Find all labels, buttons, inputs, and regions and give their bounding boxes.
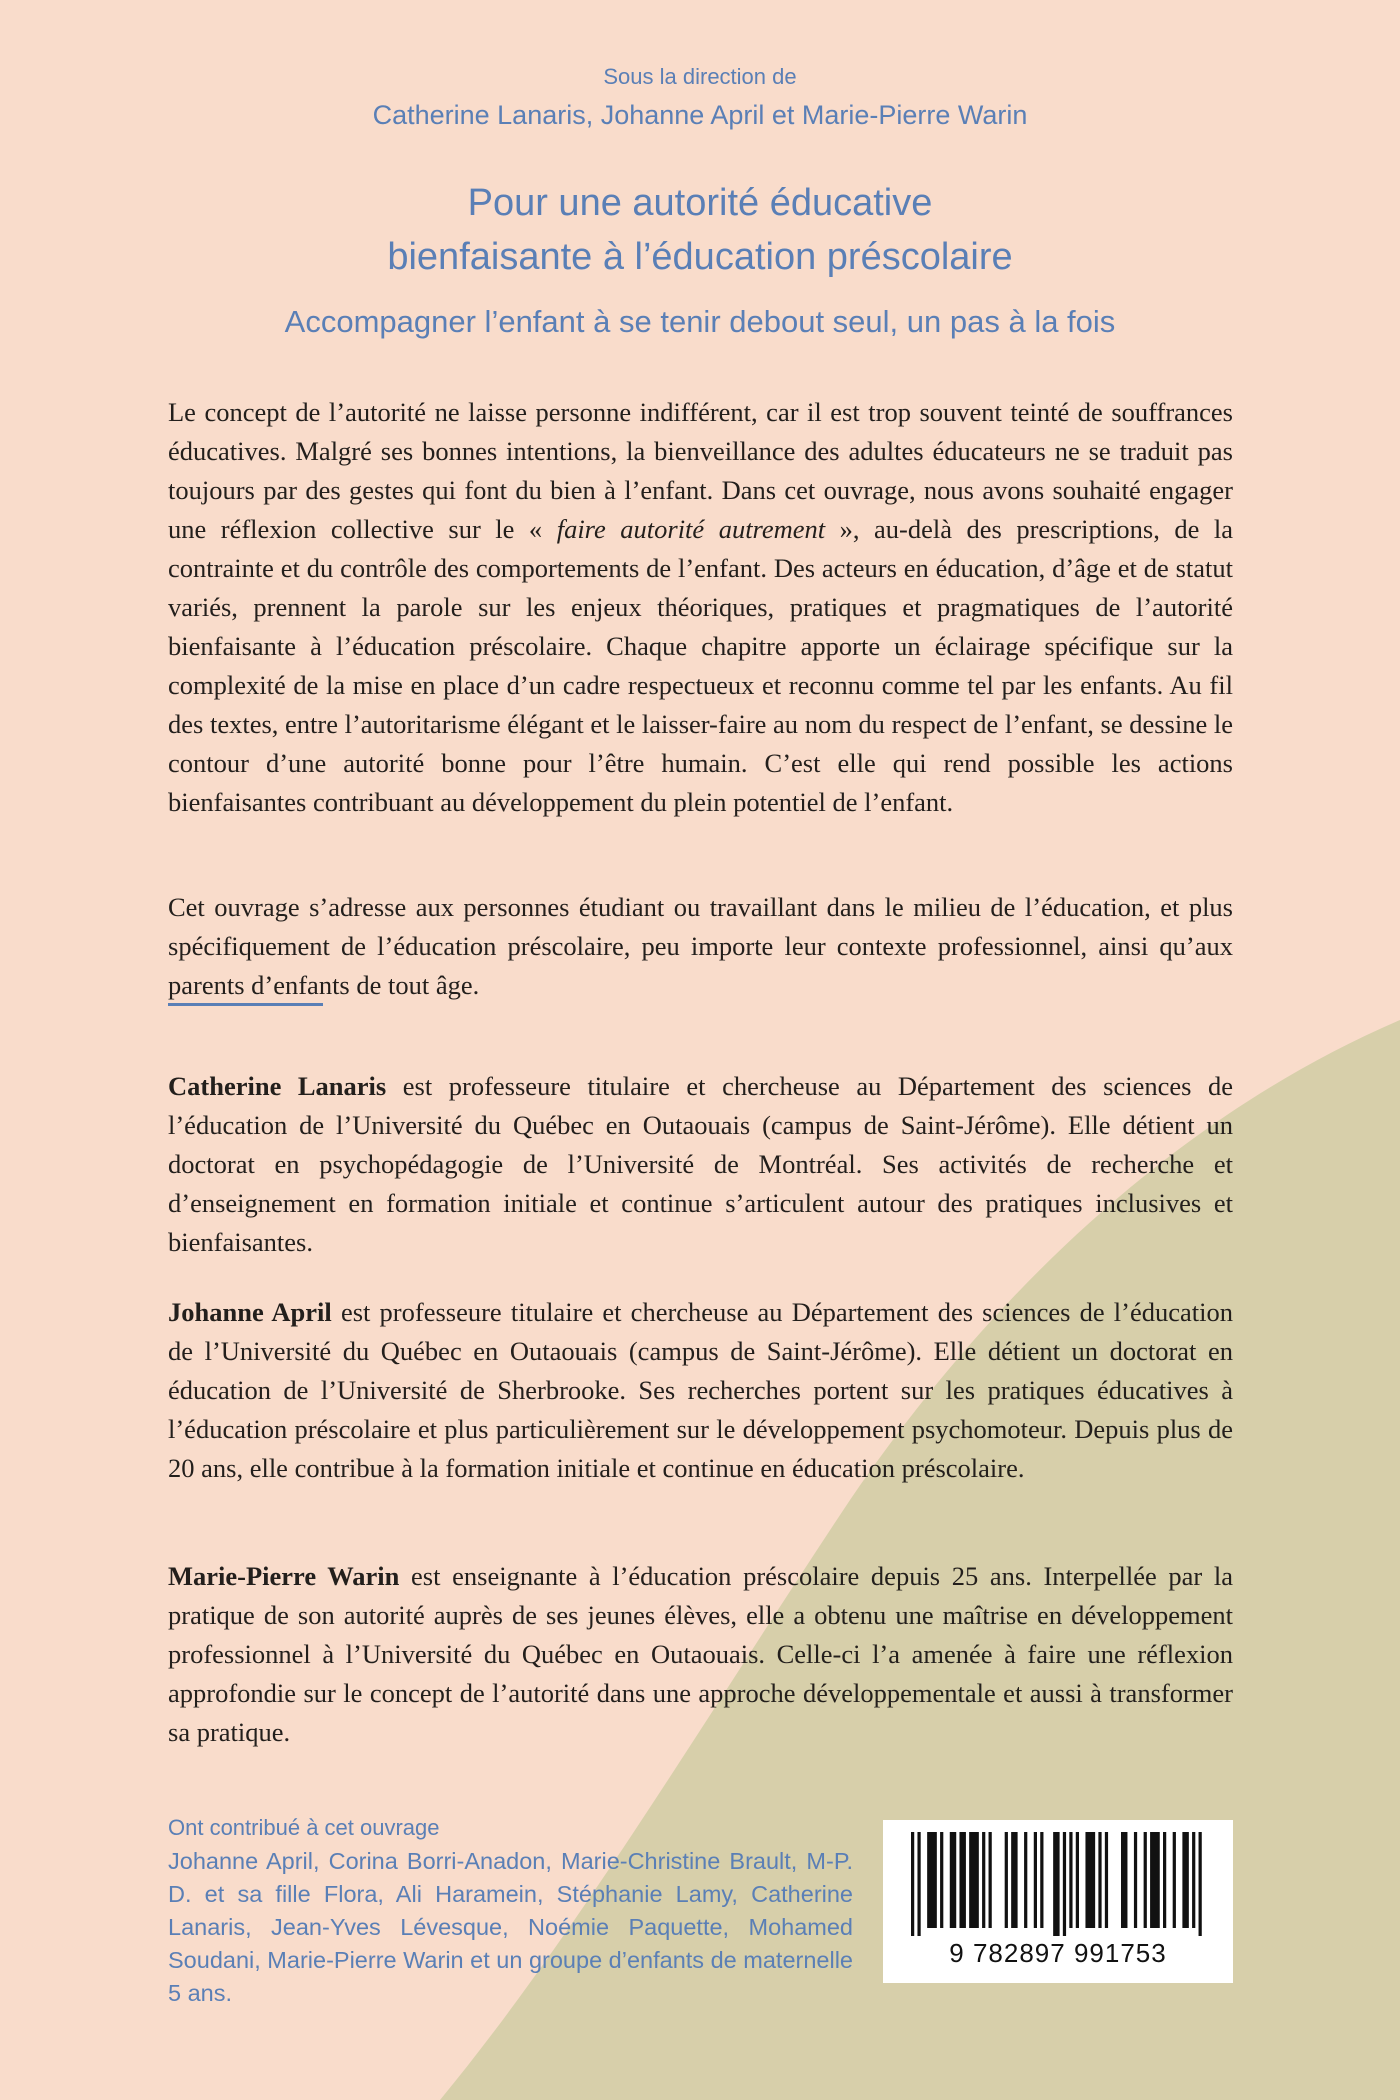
summary-paragraph-2: Cet ouvrage s’adresse aux personnes étudiant ou travaillant dans le milieu de l’éducation, et plus spécifiquement de l’éducation préscolaire, peu importe leur contexte professionnel, ainsi qu’aux parents d’enfants de tout âge. [168,892,1233,1000]
bio-name-april: Johanne April [168,1297,332,1327]
editors-line: Catherine Lanaris, Johanne April et Marie-Pierre Warin [372,100,1028,130]
summary-italic-phrase: faire autorité autrement [556,514,826,544]
barcode-bar [1085,1832,1095,1928]
barcode-bar [950,1832,956,1928]
summary-text-b: », au-delà des prescriptions, de la contrainte et du contrôle des comportements de l’enfant. Des acteurs en éducation, d’âge et de statut variés, prennent la parole sur les enjeux théoriques, pratiques et pragmatiques de l’autorité bienfaisante à l’éducation préscolaire. Chaque chapitre apporte un éclairage spécifique sur la complexité de la mise en place d’un cadre respectueux et reconnu comme tel par les enfants. Au fil des textes, entre l’autoritarisme élégant et le laisser-faire au nom du respect de l’enfant, se dessine le contour d’une autorité bonne pour l’être humain. C’est elle qui rend possible les actions bienfaisantes contribuant au développement du plein potentiel de l’enfant. [168,514,1233,817]
barcode-bar [982,1832,985,1928]
barcode-bar [1040,1832,1043,1928]
barcode-bar [1192,1832,1195,1928]
isbn-barcode [883,1820,1233,1983]
barcode-bar [917,1832,920,1936]
barcode-bar [1053,1832,1059,1936]
barcode-bar [1105,1832,1108,1928]
bio-name-warin: Marie-Pierre Warin [168,1561,400,1591]
barcode-bar [959,1832,965,1928]
isbn-number: 9 782897 991753 [949,1938,1167,1968]
barcode-bar [969,1832,979,1928]
barcode-bar [1173,1832,1176,1928]
barcode-bar [1163,1832,1166,1928]
summary-text-a: Le concept de l’autorité ne laisse personne indifférent, car il est trop souvent teinté de souffrances éducatives. Malgré ses bonnes intentions, la bienveillance des adultes éducateurs ne se traduit pas toujours par des gestes qui font du bien à l’enfant. Dans cet ouvrage, nous avons souhaité engager une réflexion collective sur le « [168,397,1233,544]
barcode-bar [1144,1832,1147,1928]
barcode-bar [1199,1832,1202,1936]
bio-text-warin: est enseignante à l’éducation préscolaire depuis 25 ans. Interpellée par la pratique de son autorité auprès de ses jeunes élèves, elle a obtenu une maîtrise en développement professionnel à l’Université du Québec en Outaouais. Celle-ci l’a amenée à faire une réflexion approfondie sur le concept de l’autorité dans une approche développementale et aussi à transformer sa pratique. [168,1561,1233,1747]
barcode-bar [1121,1832,1127,1928]
bio-warin [168,1557,1233,1752]
barcode-bar [1182,1832,1188,1928]
contributors-list: Johanne April, Corina Borri-Anadon, Marie-Christine Brault, M-P. D. et sa fille Flora, Ali Haramein, Stéphanie Lamy, Catherine Lanaris, Jean-Yves Lévesque, Noémie Paquette, Mohamed Soudani, Marie-Pierre Warin et un groupe d’enfants de maternelle 5 ans. [168,1848,853,2006]
barcode-bars [911,1832,1205,1936]
barcode-bar [1098,1832,1101,1928]
bio-text-april: est professeure titulaire et chercheuse au Département des sciences de l’éducation de l’Université du Québec en Outaouais (campus de Saint-Jérôme). Elle détient un doctorat en éducation de l’Université de Sherbrooke. Ses recherches portent sur les pratiques éducatives à l’éducation préscolaire et plus particulièrement sur le développement psychomoteur. Depuis plus de 20 ans, elle contribue à la formation initiale et continue en éducation préscolaire. [168,1297,1233,1483]
barcode-bar [1005,1832,1008,1928]
title-line-1: Pour une autorité éducative [467,182,933,224]
barcode-bar [1011,1832,1017,1928]
contributors-label: Ont contribué à cet ouvrage [168,1815,440,1840]
bio-text-lanaris: est professeure titulaire et chercheuse au Département des sciences de l’éducation de l’Université du Québec en Outaouais (campus de Saint-Jérôme). Elle détient un doctorat en psychopédagogie de l’Université de Montréal. Ses activités de recherche et d’enseignement en formation initiale et continue s’articulent autour des pratiques inclusives et bienfaisantes. [168,1071,1233,1257]
barcode-bar [911,1832,914,1936]
barcode-bar [927,1832,937,1928]
barcode-bar [1024,1832,1027,1928]
title-line-2: bienfaisante à l’éducation préscolaire [387,236,1013,278]
barcode-bar [1134,1832,1137,1928]
book-title [0,176,1400,284]
barcode-bar [1069,1832,1072,1928]
summary-paragraph-1 [168,393,1233,822]
bio-april [168,1293,1233,1488]
barcode-bar [989,1832,992,1928]
direction-label: Sous la direction de [603,64,797,89]
barcode-bar [1150,1832,1160,1928]
barcode-bar [1063,1832,1066,1936]
barcode-bar [1076,1832,1079,1928]
bio-lanaris [168,1067,1233,1262]
book-subtitle: Accompagner l’enfant à se tenir debout seul, un pas à la fois [284,304,1116,339]
bio-name-lanaris: Catherine Lanaris [168,1071,387,1101]
barcode-bar [1034,1832,1037,1928]
barcode-bar [940,1832,943,1928]
separator-rule [168,1003,323,1006]
